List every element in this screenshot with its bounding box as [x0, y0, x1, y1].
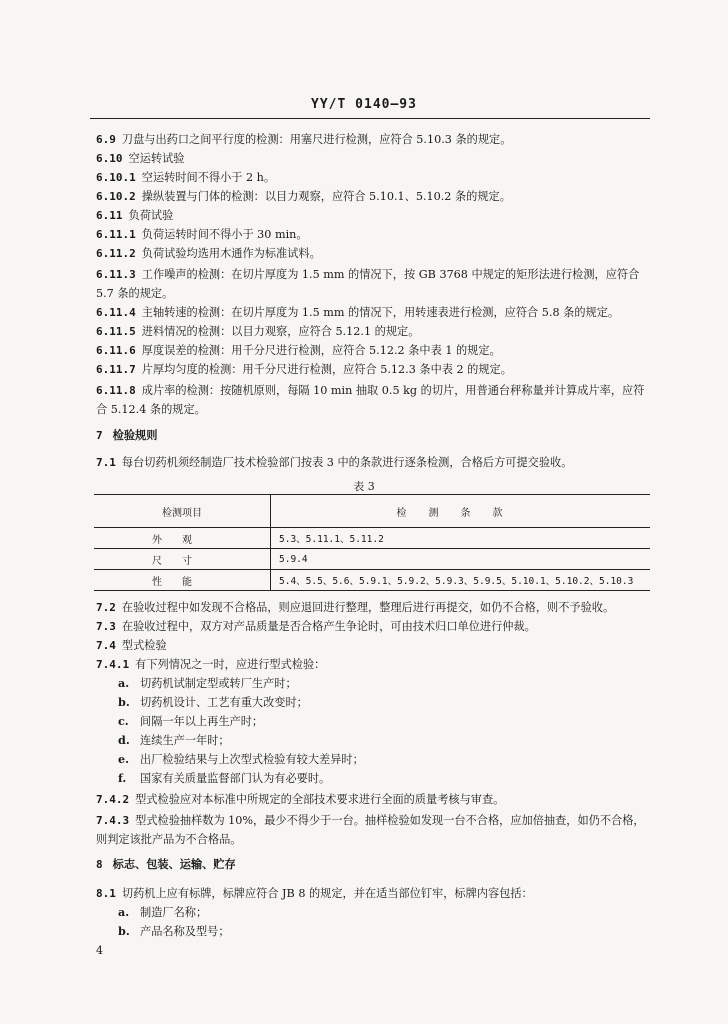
clause-text: 进料情况的检测：以目力观察，应符合 5.12.1 的规定。: [141, 325, 420, 338]
clause-6-11-4: [96, 305, 652, 320]
clause-7-4-1: [96, 657, 652, 672]
clause-6-11-8: [96, 381, 652, 419]
list-item: [118, 905, 648, 920]
table-cell-item: 外观: [94, 528, 271, 549]
table-row: [94, 528, 650, 549]
clause-text: 切药机上应有标牌，标牌应符合 JB 8 的规定，并在适当部位钉牢，标牌内容包括：: [121, 887, 533, 900]
inspection-table: [94, 494, 650, 591]
clause-7-4: [96, 638, 652, 653]
list-text: 制造厂名称；: [140, 906, 208, 919]
table-header-row: [94, 495, 650, 528]
section-7-heading: [96, 428, 652, 443]
clause-text: 负荷试验: [128, 209, 174, 222]
clause-number: 7.4.3: [96, 814, 130, 827]
table-row: [94, 570, 650, 591]
clause-number: 7.4.2: [96, 793, 130, 806]
list-letter: d.: [118, 733, 130, 747]
clause-6-11-1: [96, 227, 652, 242]
section-title: 检验规则: [112, 428, 158, 442]
list-item: [118, 771, 648, 786]
clause-text: 成片率的检测：按随机原则，每隔 10 min 抽取 0.5 kg 的切片，用普通台秤称量并计算成片率，应符合 5.12.4 条的规定。: [96, 384, 645, 416]
list-text: 切药机设计、工艺有重大改变时；: [140, 696, 308, 709]
clause-6-11-5: [96, 324, 652, 339]
clause-number: 7.1: [96, 456, 116, 469]
clause-number: 8.1: [96, 887, 116, 900]
list-item: [118, 752, 648, 767]
table-cell-clause: 5.3、5.11.1、5.11.2: [279, 534, 384, 545]
clause-number: 7.4: [96, 639, 116, 652]
section-number: 8: [96, 858, 103, 871]
clause-text: 工作噪声的检测：在切片厚度为 1.5 mm 的情况下，按 GB 3768 中规定的矩形法进行检测，应符合 5.7 条的规定。: [96, 268, 640, 300]
clause-number: 6.11: [96, 209, 123, 222]
clause-number: 6.10.2: [96, 190, 136, 203]
section-8-heading: [96, 857, 652, 872]
table-header-item: 检测项目: [94, 495, 271, 528]
clause-6-10-1: [96, 170, 652, 185]
clause-7-4-2: [96, 792, 652, 807]
clause-text: 型式检验应对本标准中所规定的全部技术要求进行全面的质量考核与审查。: [135, 793, 505, 806]
clause-text: 在验收过程中如发现不合格品，则应退回进行整理，整理后进行再提交，如仍不合格，则不予验收。: [121, 601, 615, 614]
list-text: 连续生产一年时；: [140, 734, 230, 747]
clause-number: 6.11.5: [96, 325, 136, 338]
page-number: 4: [96, 944, 103, 957]
clause-text: 空运转试验: [128, 152, 185, 165]
list-item: [118, 676, 648, 691]
clause-7-3: [96, 619, 652, 634]
clause-6-10-2: [96, 189, 652, 204]
clause-number: 7.2: [96, 601, 116, 614]
clause-text: 厚度误差的检测：用千分尺进行检测，应符合 5.12.2 条中表 1 的规定。: [141, 344, 501, 357]
clause-6-11-3: [96, 265, 652, 303]
clause-number: 6.10.1: [96, 171, 136, 184]
list-letter: a.: [118, 905, 130, 919]
table-row: [94, 549, 650, 570]
list-text: 间隔一年以上再生产时；: [140, 715, 264, 728]
list-letter: e.: [118, 752, 130, 766]
clause-number: 6.11.1: [96, 228, 136, 241]
section-title: 标志、包装、运输、贮存: [112, 857, 236, 871]
clause-6-10: [96, 151, 652, 166]
clause-text: 刀盘与出药口之间平行度的检测：用塞尺进行检测，应符合 5.10.3 条的规定。: [121, 133, 512, 146]
clause-number: 6.11.2: [96, 247, 136, 260]
section-number: 7: [96, 429, 103, 442]
table-cell-clause: 5.4、5.5、5.6、5.9.1、5.9.2、5.9.3、5.9.5、5.10.1、5.10.2、5.10.3: [279, 576, 634, 587]
clause-number: 6.11.4: [96, 306, 136, 319]
list-item: [118, 695, 648, 710]
table-cell-item: 尺寸: [94, 549, 271, 570]
clause-text: 型式检验: [121, 639, 167, 652]
list-item: [118, 714, 648, 729]
clause-text: 操纵装置与门体的检测：以目力观察，应符合 5.10.1、5.10.2 条的规定。: [141, 190, 511, 203]
list-item: [118, 733, 648, 748]
table-cell-item: 性能: [94, 570, 271, 591]
list-item: [118, 924, 648, 939]
clause-number: 6.11.6: [96, 344, 136, 357]
clause-6-11-2: [96, 246, 652, 261]
list-text: 出厂检验结果与上次型式检验有较大差异时；: [140, 753, 364, 766]
clause-7-1: [96, 455, 652, 470]
clause-text: 负荷试验均选用木通作为标准试料。: [141, 247, 321, 260]
clause-6-9: [96, 132, 652, 147]
clause-text: 在验收过程中，双方对产品质量是否合格产生争论时，可由技术归口单位进行仲裁。: [121, 620, 536, 633]
table-cell-clause: 5.9.4: [279, 553, 308, 565]
list-letter: b.: [118, 695, 130, 709]
table-caption: 表 3: [353, 480, 375, 493]
header-rule: [90, 118, 650, 119]
table-header-clause: 检测条款: [271, 495, 651, 528]
list-letter: a.: [118, 676, 130, 690]
list-letter: b.: [118, 924, 130, 938]
clause-text: 空运转时间不得小于 2 h。: [141, 171, 276, 184]
clause-text: 负荷运转时间不得小于 30 min。: [141, 228, 308, 241]
clause-text: 每台切药机须经制造厂技术检验部门按表 3 中的条款进行逐条检测，合格后方可提交验收。: [121, 456, 573, 469]
page-header: YY/T 0140—93: [311, 97, 417, 112]
clause-6-11-7: [96, 362, 652, 377]
clause-number: 6.10: [96, 152, 123, 165]
clause-number: 6.9: [96, 133, 116, 146]
clause-7-4-3: [96, 811, 652, 849]
clause-number: 6.11.7: [96, 363, 136, 376]
list-text: 产品名称及型号；: [140, 925, 230, 938]
list-text: 国家有关质量监督部门认为有必要时。: [140, 772, 331, 785]
clause-text: 型式检验抽样数为 10%，最少不得少于一台。抽样检验如发现一台不合格，应加倍抽查，如仍不合格，则判定该批产品为不合格品。: [96, 814, 645, 846]
clause-6-11: [96, 208, 652, 223]
clause-number: 6.11.8: [96, 384, 136, 397]
list-letter: f.: [118, 771, 127, 785]
clause-6-11-6: [96, 343, 652, 358]
clause-number: 7.4.1: [96, 658, 130, 671]
clause-text: 有下列情况之一时，应进行型式检验：: [135, 658, 326, 671]
clause-text: 片厚均匀度的检测：用千分尺进行检测，应符合 5.12.3 条中表 2 的规定。: [141, 363, 512, 376]
clause-7-2: [96, 600, 652, 615]
list-text: 切药机试制定型或转厂生产时；: [140, 677, 297, 690]
clause-text: 主轴转速的检测：在切片厚度为 1.5 mm 的情况下，用转速表进行检测，应符合 5.8 条的规定。: [141, 306, 620, 319]
clause-number: 7.3: [96, 620, 116, 633]
clause-number: 6.11.3: [96, 268, 136, 281]
clause-8-1: [96, 886, 652, 901]
list-letter: c.: [118, 714, 129, 728]
